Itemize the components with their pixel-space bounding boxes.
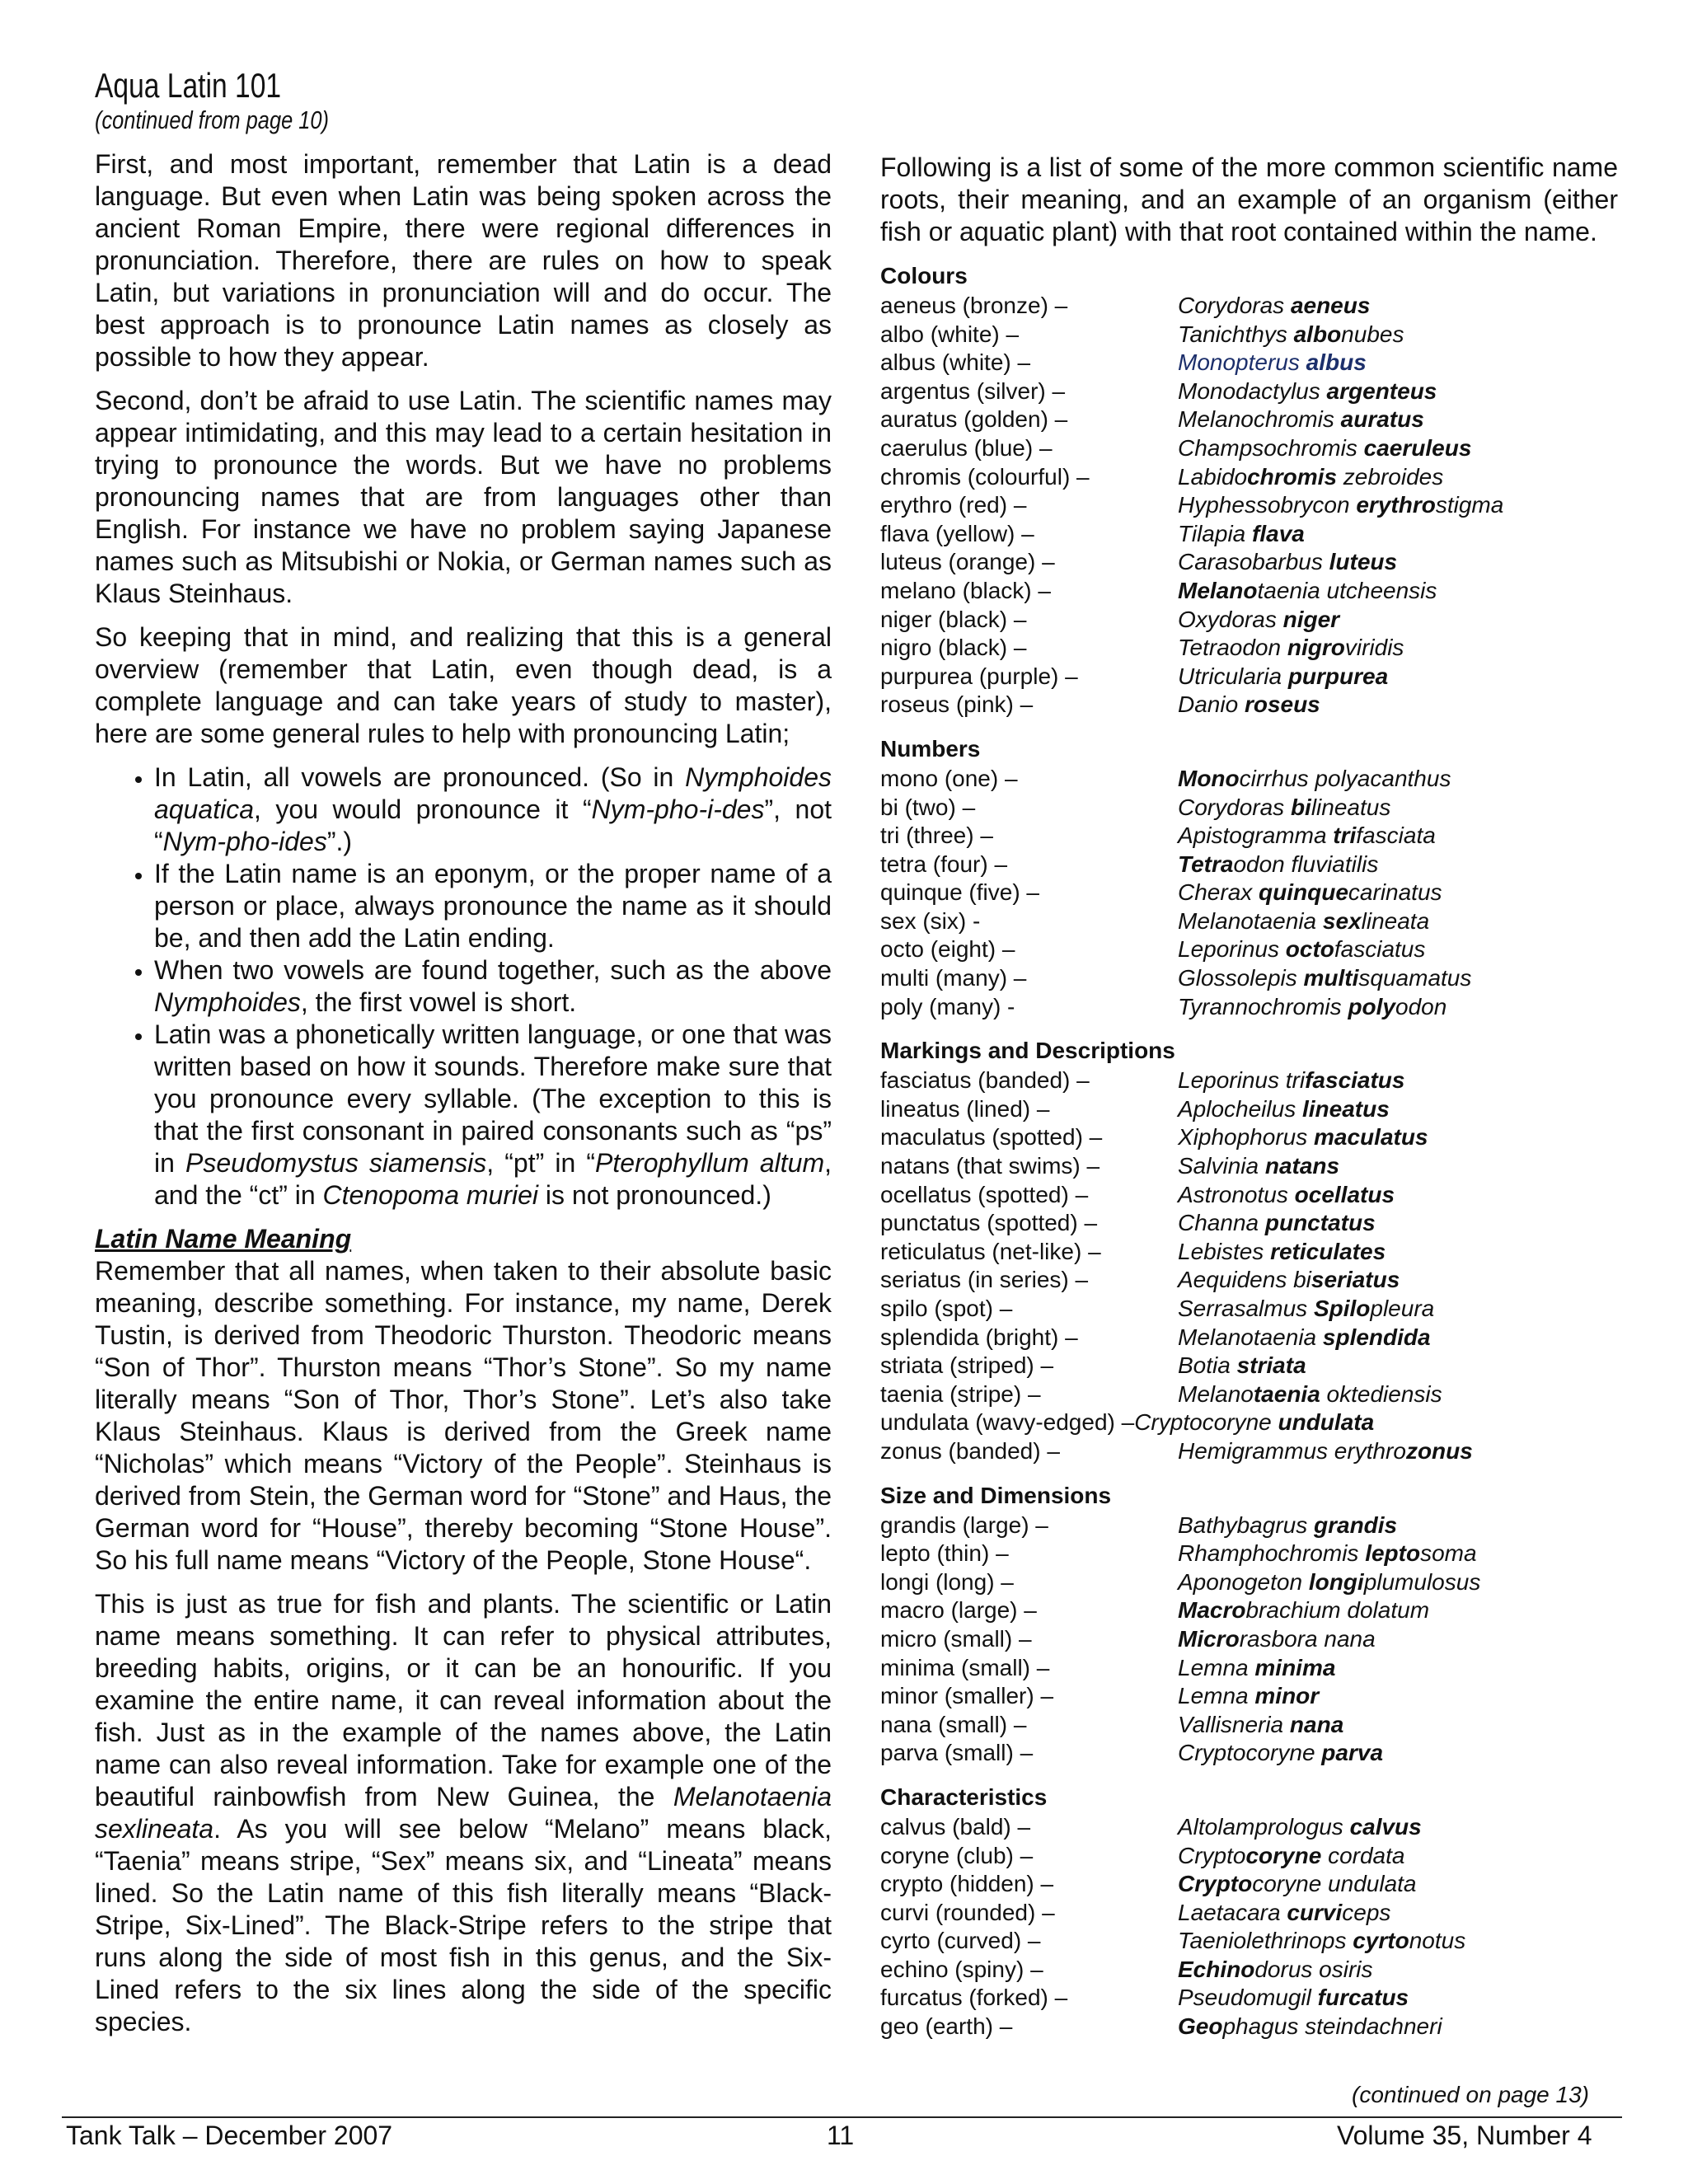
root-meaning: splendida (bright) –: [880, 1324, 1078, 1350]
root-row: [880, 663, 1618, 691]
list-item: • If the Latin name is an eponym, or the proper name of a person or place, always pronounce the name as it should be, and then add the Latin ending.: [154, 858, 832, 954]
root-meaning: lepto (thin) –: [880, 1540, 1009, 1567]
example-species: Lemna minima: [1178, 1654, 1336, 1680]
example-species: Leporinus octofasciatus: [1178, 936, 1426, 963]
root-row: [880, 964, 1618, 993]
root-meaning: octo (eight) –: [880, 936, 1015, 963]
paragraph-general-rules: So keeping that in mind, and realizing that this is a general overview (remember that Latin, even though dead, is a complete language and can take years of study to master), here are some general rules to help with pronouncing Latin;: [95, 622, 832, 748]
root-row: [880, 434, 1618, 463]
root-row: [880, 1596, 1618, 1625]
root-row: [880, 1739, 1618, 1768]
root-meaning: aeneus (bronze) –: [880, 293, 1068, 318]
root-meaning: echino (spiny) –: [880, 1956, 1043, 1982]
example-species: Rhamphochromis leptosoma: [1178, 1540, 1477, 1567]
root-row: [880, 292, 1618, 321]
example-species: Apistogramma trifasciata: [1178, 823, 1436, 849]
root-row: [880, 1266, 1618, 1295]
root-row: [880, 1295, 1618, 1324]
root-meaning: sex (six) -: [880, 907, 981, 934]
footer-volume: Volume 35, Number 4: [1337, 2121, 1592, 2150]
root-row: [880, 548, 1618, 577]
example-species: Melanotaenia splendida: [1178, 1324, 1431, 1350]
root-meaning: undulata (wavy-edged) –: [880, 1409, 1135, 1436]
root-meaning: nigro (black) –: [880, 635, 1027, 661]
root-row: [880, 1899, 1618, 1928]
example-species: Oxydoras niger: [1178, 606, 1340, 632]
example-species: Botia striata: [1178, 1352, 1306, 1379]
example-species: Aequidens biseriatus: [1178, 1267, 1400, 1293]
root-meaning: seriatus (in series) –: [880, 1267, 1089, 1293]
example-species: Cryptocoryne undulata: [1134, 1409, 1375, 1436]
root-row: [880, 1181, 1618, 1210]
root-row: [880, 606, 1618, 635]
example-species: Macrobrachium dolatum: [1178, 1597, 1430, 1624]
example-species: Pseudomugil furcatus: [1178, 1985, 1409, 2011]
root-meaning: ocellatus (spotted) –: [880, 1181, 1089, 1207]
root-meaning: natans (that swims) –: [880, 1153, 1100, 1179]
example-species: Tanichthys albonubes: [1178, 321, 1404, 347]
example-species: Cherax quinquecarinatus: [1178, 879, 1442, 906]
root-meaning: furcatus (forked) –: [880, 1985, 1068, 2011]
root-meaning: quinque (five) –: [880, 879, 1040, 906]
root-meaning: argentus (silver) –: [880, 377, 1066, 404]
root-row: [880, 405, 1618, 434]
root-meaning: minor (smaller) –: [880, 1683, 1054, 1709]
root-row: [880, 1711, 1618, 1740]
root-meaning: longi (long) –: [880, 1568, 1014, 1595]
root-meaning: coryne (club) –: [880, 1842, 1034, 1868]
roots-section: [880, 1783, 1618, 2041]
paragraph-dead-language: First, and most important, remember that Latin is a dead language. But even when Latin was being spoken across the ancient Roman Empire, there were regional differences in pronunciation. Therefore, there are rules on how to speak Latin, but variations in pronunciation will and do occur. The best approach is to pronounce Latin names as closely as possible to how they appear.: [95, 149, 832, 372]
root-row: [880, 993, 1618, 1022]
root-row: [880, 851, 1618, 879]
page-number: 11: [827, 2121, 855, 2150]
root-meaning: minima (small) –: [880, 1654, 1050, 1680]
root-row: [880, 1437, 1618, 1466]
root-meaning: macro (large) –: [880, 1597, 1037, 1624]
root-row: [880, 1324, 1618, 1352]
roots-section-heading: Numbers: [880, 735, 981, 762]
root-meaning: chromis (colourful) –: [880, 463, 1090, 490]
roots-sections: [880, 261, 1618, 2041]
root-row: [880, 1238, 1618, 1267]
root-row: [880, 1209, 1618, 1238]
root-row: [880, 1123, 1618, 1152]
root-row: [880, 1927, 1618, 1956]
example-species: Leporinus trifasciatus: [1178, 1067, 1405, 1094]
example-species: Geophagus steindachneri: [1178, 2013, 1442, 2040]
example-species: Corydoras bilineatus: [1178, 794, 1391, 820]
root-meaning: albus (white) –: [880, 349, 1031, 376]
example-species: Channa punctatus: [1178, 1210, 1376, 1236]
root-row: [880, 1625, 1618, 1654]
root-row: [880, 1842, 1618, 1871]
footer-publication: Tank Talk – December 2007: [66, 2121, 393, 2150]
root-meaning: crypto (hidden) –: [880, 1871, 1054, 1897]
example-species: Corydoras aeneus: [1178, 293, 1371, 318]
root-meaning: grandis (large) –: [880, 1511, 1048, 1538]
example-species: Vallisneria nana: [1178, 1711, 1344, 1737]
example-species: Utricularia purpurea: [1178, 663, 1389, 689]
example-species: Melanotaenia oktediensis: [1178, 1380, 1442, 1407]
article-title: Aqua Latin 101: [95, 66, 282, 105]
example-species: Tetraodon fluviatilis: [1178, 851, 1379, 877]
root-row: [880, 321, 1618, 349]
root-row: [880, 1511, 1618, 1540]
example-species: Taeniolethrinops cyrtonotus: [1178, 1928, 1466, 1954]
list-item: • Latin was a phonetically written language, or one that was written based on how it sounds. Therefore make sure that you pronounce every syllable. (The exception to this is that the first consonant in paired consonants such as “ps” in Pseudomystus siamensis, “pt” in “Pterophyllum altum, and the “ct” in Ctenopoma muriei is not pronounced.): [154, 1019, 832, 1212]
root-row: [880, 907, 1618, 936]
example-species: Tetraodon nigroviridis: [1178, 635, 1404, 661]
example-species: Aplocheilus lineatus: [1178, 1095, 1390, 1122]
example-species: Carasobarbus luteus: [1178, 549, 1398, 575]
paragraph-fish-and-plants: This is just as true for fish and plants. The scientific or Latin name means something. It can refer to physical attributes, breeding habits, origins, or it can be an honourific. If you examine the entire name, it can reveal information about the fish. Just as in the example of the names above, the Latin name can also reveal information. Take for example one of the beautiful rainbowfish from New Guinea, the Melanotaenia sexlineata. As you will see below “Melano” means black, “Taenia” means stripe, “Sex” means six, and “Lineata” means lined. So the Latin name of this fish literally means “Black-Stripe, Six-Lined”. The Black-Stripe refers to the stripe that runs along the side of most fish in this genus, and the Six-Lined refers to the six lines along the side of the specific species.: [95, 1589, 832, 2036]
example-species: Champsochromis caeruleus: [1178, 434, 1472, 461]
root-row: [880, 1682, 1618, 1711]
root-meaning: caerulus (blue) –: [880, 434, 1053, 461]
section-heading-latin-name-meaning: Latin Name Meaning: [95, 1224, 352, 1254]
root-meaning: zonus (banded) –: [880, 1437, 1060, 1464]
example-species: Tilapia flava: [1178, 520, 1305, 546]
root-row: [880, 463, 1618, 492]
example-species: Labidochromis zebroides: [1178, 463, 1444, 490]
root-row: [880, 1066, 1618, 1095]
root-meaning: erythro (red) –: [880, 492, 1027, 518]
example-species: Monodactylus argenteus: [1178, 377, 1437, 404]
footer-divider: [62, 2116, 1622, 2118]
root-meaning: geo (earth) –: [880, 2013, 1013, 2040]
root-meaning: purpurea (purple) –: [880, 663, 1078, 689]
root-row: [880, 1813, 1618, 1842]
root-row: [880, 1984, 1618, 2013]
left-column: [95, 148, 832, 2050]
root-row: [880, 1152, 1618, 1181]
example-species: Lemna minor: [1178, 1683, 1320, 1709]
root-meaning: albo (white) –: [880, 321, 1020, 347]
example-species: Hemigrammus erythrozonus: [1178, 1437, 1473, 1464]
root-meaning: roseus (pink) –: [880, 691, 1034, 718]
roots-section-heading: Characteristics: [880, 1783, 1048, 1810]
root-meaning: maculatus (spotted) –: [880, 1124, 1103, 1151]
root-row: [880, 634, 1618, 663]
example-species: Serrasalmus Spilopleura: [1178, 1296, 1435, 1321]
root-row: [880, 577, 1618, 606]
root-meaning: multi (many) –: [880, 965, 1027, 991]
paragraph-dont-be-afraid: Second, don’t be afraid to use Latin. The scientific names may appear intimidating, and this may lead to a certain hesitation in trying to pronounce the words. But we have no problems pronouncing names that are from languages other than English. For instance we have no problem saying Japanese names such as Mitsubishi or Nokia, or German names such as Klaus Steinhaus.: [95, 386, 832, 608]
root-meaning: lineatus (lined) –: [880, 1095, 1050, 1122]
roots-section-heading: Colours: [880, 263, 968, 288]
root-meaning: reticulatus (net-like) –: [880, 1238, 1101, 1264]
root-row: [880, 1095, 1618, 1124]
root-meaning: luteus (orange) –: [880, 549, 1055, 575]
root-meaning: taenia (stripe) –: [880, 1380, 1041, 1407]
root-meaning: melano (black) –: [880, 577, 1051, 603]
root-meaning: punctatus (spotted) –: [880, 1210, 1098, 1236]
root-row: [880, 879, 1618, 907]
root-meaning: niger (black) –: [880, 606, 1027, 632]
root-row: [880, 822, 1618, 851]
example-species: Danio roseus: [1178, 691, 1320, 718]
example-species: Melanochromis auratus: [1178, 406, 1424, 433]
root-meaning: micro (small) –: [880, 1625, 1032, 1652]
root-meaning: fasciatus (banded) –: [880, 1067, 1090, 1094]
example-species: Cryptocoryne cordata: [1178, 1842, 1405, 1868]
root-meaning: spilo (spot) –: [880, 1296, 1013, 1321]
roots-section: [880, 1481, 1618, 1768]
pronunciation-rules-list: [95, 762, 832, 1212]
example-species: Cryptocoryne undulata: [1178, 1871, 1417, 1897]
example-species: Xiphophorus maculatus: [1178, 1124, 1428, 1151]
example-species: Hyphessobrycon erythrostigma: [1178, 492, 1504, 518]
root-meaning: nana (small) –: [880, 1711, 1027, 1737]
root-meaning: striata (striped) –: [880, 1352, 1054, 1379]
example-species: Laetacara curviceps: [1178, 1899, 1391, 1925]
root-meaning: tetra (four) –: [880, 851, 1008, 877]
root-meaning: poly (many) -: [880, 993, 1015, 1019]
right-column: [880, 152, 1618, 2056]
root-row: [880, 1408, 1618, 1437]
root-meaning: bi (two) –: [880, 794, 976, 820]
roots-section-heading: Size and Dimensions: [880, 1482, 1112, 1508]
example-species: Altolamprologus calvus: [1178, 1813, 1422, 1840]
root-meaning: calvus (bald) –: [880, 1813, 1031, 1840]
example-species: Cryptocoryne parva: [1178, 1740, 1384, 1766]
root-meaning: parva (small) –: [880, 1740, 1034, 1766]
root-row: [880, 520, 1618, 549]
root-row: [880, 765, 1618, 794]
root-row: [880, 1352, 1618, 1380]
example-species: Glossolepis multisquamatus: [1178, 965, 1472, 991]
root-row: [880, 1568, 1618, 1597]
root-row: [880, 935, 1618, 964]
roots-section: [880, 734, 1618, 1021]
root-row: [880, 349, 1618, 377]
root-meaning: mono (one) –: [880, 765, 1018, 791]
example-species: Bathybagrus grandis: [1178, 1511, 1398, 1538]
list-item: • When two vowels are found together, such as the above Nymphoides, the first vowel is short.: [154, 954, 832, 1019]
example-species: Microrasbora nana: [1178, 1625, 1376, 1652]
root-meaning: curvi (rounded) –: [880, 1899, 1055, 1925]
example-species: Echinodorus osiris: [1178, 1956, 1373, 1982]
example-species: Melanotaenia sexlineata: [1178, 907, 1430, 934]
continued-on-note: (continued on page 13): [1352, 2082, 1589, 2107]
root-meaning: flava (yellow) –: [880, 520, 1034, 546]
root-meaning: tri (three) –: [880, 823, 993, 849]
continued-from-note: (continued from page 10): [95, 105, 330, 134]
root-row: [880, 1956, 1618, 1985]
example-species: Monopterus albus: [1178, 349, 1367, 376]
roots-section: [880, 261, 1618, 719]
paragraph-name-meaning: Remember that all names, when taken to their absolute basic meaning, describe something. For instance, my name, Derek Tustin, is derived from Theodoric Thurston. Theodoric means “Son of Thor”. Thurston means “Thor’s Stone”. So my name literally means “Son of Thor, Thor’s Stone”. Let’s also take Klaus Steinhaus. Klaus is derived from the Greek name “Nicholas” which means “Victory of the People”. Steinhaus is derived from Stein, the German word for “Stone” and Haus, the German word for “House”, thereby becoming “Stone House”. So his full name means “Victory of the People, Stone House“.: [95, 1256, 832, 1575]
example-species: Tyrannochromis polyodon: [1178, 993, 1447, 1019]
root-meaning: auratus (golden) –: [880, 406, 1068, 433]
root-row: [880, 2013, 1618, 2041]
roots-section: [880, 1036, 1618, 1465]
root-row: [880, 691, 1618, 719]
root-row: [880, 1540, 1618, 1568]
roots-intro-paragraph: Following is a list of some of the more common scientific name roots, their meaning, and an example of an organism (either fish or aquatic plant) with that root contained within the name.: [880, 152, 1618, 246]
example-species: Melanotaenia utcheensis: [1178, 577, 1437, 603]
root-row: [880, 794, 1618, 823]
example-species: Lebistes reticulates: [1178, 1238, 1386, 1264]
root-meaning: cyrto (curved) –: [880, 1928, 1041, 1954]
root-row: [880, 491, 1618, 520]
example-species: Monocirrhus polyacanthus: [1178, 765, 1451, 791]
list-item: • In Latin, all vowels are pronounced. (So in Nymphoides aquatica, you would pronounce it “Nym-pho-i-des”, not “Nym-pho-ides”.): [154, 762, 832, 858]
root-row: [880, 1654, 1618, 1683]
root-row: [880, 1380, 1618, 1409]
root-row: [880, 377, 1618, 406]
root-row: [880, 1870, 1618, 1899]
example-species: Aponogeton longiplumulosus: [1178, 1568, 1481, 1595]
example-species: Astronotus ocellatus: [1178, 1181, 1395, 1207]
example-species: Salvinia natans: [1178, 1153, 1340, 1179]
roots-section-heading: Markings and Descriptions: [880, 1038, 1175, 1064]
